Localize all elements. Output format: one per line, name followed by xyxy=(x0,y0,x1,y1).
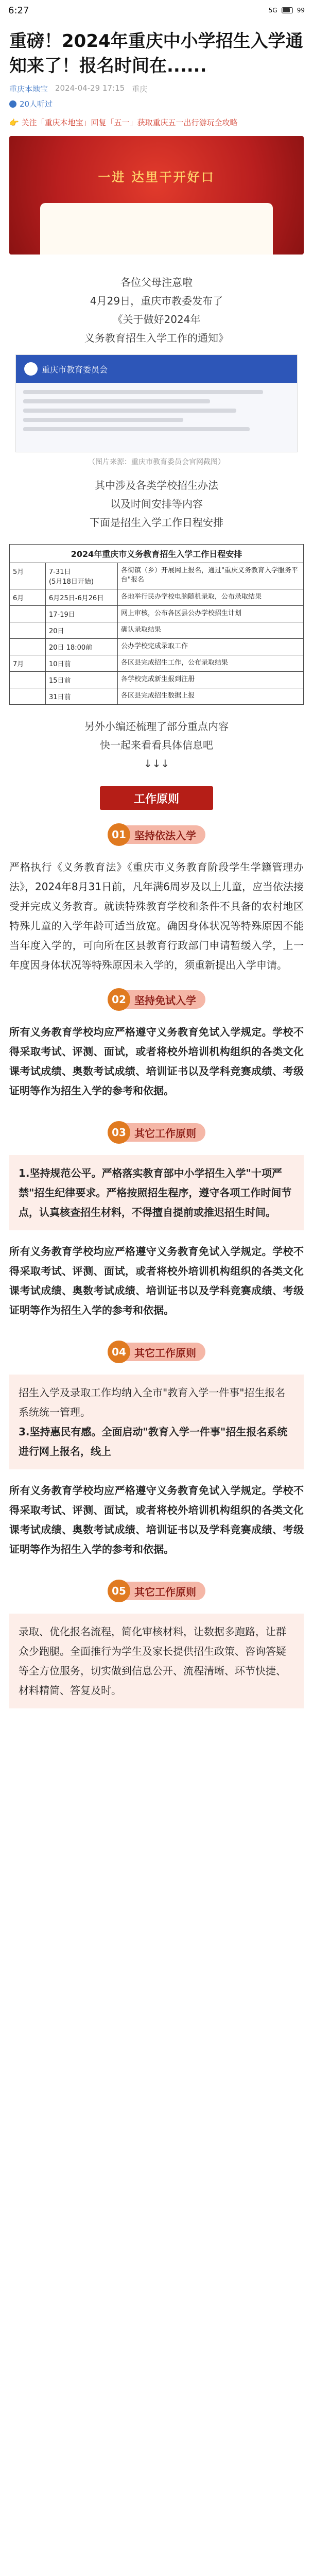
table-row xyxy=(10,563,303,589)
subsection-5-box xyxy=(9,1614,304,1708)
table-cell: 各学校完成新生报到注册 xyxy=(121,675,195,683)
schedule-title: 2024年重庆市义务教育招生入学工作日程安排 xyxy=(10,545,303,563)
subsection-1-header xyxy=(0,823,313,846)
table-row xyxy=(10,606,303,622)
subsection-1-text: 严格执行《义务教育法》《重庆市义务教育阶段学生学籍管理办法》，2024年8月31日前，凡年满6周岁及以上儿童，应当依法接受并完成义务教育。就读特殊教育学校和条件不具备的农村地区特殊儿童的入学年龄可适当放宽。确因身体状况等特殊原因不能当年度入学的，可向所在区县教育行政部门申请暂缓入学，上一年度因身体状况等特殊原因未入学的，须重新提出入学申请。 xyxy=(9,861,304,971)
notice-line: 另外小编还梳理了部分重点内容 xyxy=(84,720,229,733)
subsection-label: 坚持依法入学 xyxy=(121,825,205,844)
subsection-2-text: 所有义务教育学校均应严格遵守义务教育免试入学规定。学校不得采取考试、评测、面试，或者将校外培训机构组织的各类文化课考试成绩、奥数考试成绩、培训证书以及学科竞赛成绩、考级证明等作为招生入学的参考和依据。 xyxy=(9,1026,304,1097)
subsection-item: 招生入学及录取工作均纳入全市"教育入学一件事"招生报名系统统一管理。 xyxy=(19,1386,286,1418)
table-row xyxy=(10,639,303,655)
intro-line: 4月29日，重庆市教委发布了 xyxy=(90,295,223,307)
intro-line: 义务教育招生入学工作的通知》 xyxy=(84,332,229,344)
article-title: 重磅！2024年重庆中小学招生入学通知来了！报名时间在...... xyxy=(9,31,303,76)
table-cell xyxy=(10,606,46,622)
table-cell xyxy=(10,639,46,655)
subsection-3-box xyxy=(9,1155,304,1230)
table-cell: 网上审核，公布各区县公办学校招生计划 xyxy=(121,609,242,617)
subsection-4-text: 所有义务教育学校均应严格遵守义务教育免试入学规定。学校不得采取考试、评测、面试，或者将校外培训机构组织的各类文化课考试成绩、奥数考试成绩、培训证书以及学科竞赛成绩、考级证明等作为招生入学的参考和依据。 xyxy=(9,1484,304,1555)
intro-block xyxy=(0,255,313,347)
table-cell: 各街镇（乡）开展网上报名，通过"重庆义务教育入学服务平台"报名 xyxy=(121,567,298,584)
table-row xyxy=(10,655,303,672)
article-region: 重庆 xyxy=(132,84,148,94)
subsection-item: 3.坚持惠民有感。全面启动"教育入学一件事"招生报名系统进行网上报名，线上 xyxy=(19,1426,288,1458)
mid-line: 以及时间安排等内容 xyxy=(110,498,203,510)
headphone-icon xyxy=(9,100,16,108)
article-source[interactable]: 重庆本地宝 xyxy=(9,84,48,94)
subsection-5-header xyxy=(0,1580,313,1602)
table-cell: 7-31日 (5月18日开始) xyxy=(46,563,118,589)
shot-line xyxy=(23,418,183,422)
subsection-item: 录取、优化报名流程，简化审核材料，让数据多跑路，让群众少跑腿。全面推行为学生及家长提供招生政策、咨询答疑等全方位服务，切实做到信息公开、流程清晰、环节快捷、材料精简、答复及时。 xyxy=(19,1625,286,1697)
table-row xyxy=(10,688,303,704)
table-row xyxy=(10,589,303,606)
table-cell: 17-19日 xyxy=(46,606,118,622)
shot-line xyxy=(23,427,250,431)
table-cell: 20日 xyxy=(46,622,118,638)
table-cell: 各地举行民办学校电脑随机录取，公布录取结果 xyxy=(121,593,262,601)
table-cell: 各区县完成招生数据上报 xyxy=(121,692,195,700)
subsection-item: 1.坚持规范公平。严格落实教育部中小学招生入学"十项严禁"招生纪律要求。严格按照招生程序，遵守各项工作时间节点，认真核查招生材料，不得擅自提前或推迟招生时间。 xyxy=(19,1167,292,1218)
shot-lines xyxy=(16,383,297,444)
mid-line: 其中涉及各类学校招生办法 xyxy=(95,479,218,492)
arrow-icon: ↓↓↓ xyxy=(143,757,170,770)
mid-block xyxy=(0,467,313,532)
notice-block xyxy=(0,705,313,773)
table-cell xyxy=(10,672,46,688)
table-cell: 各区县完成招生工作，公布录取结果 xyxy=(121,659,229,667)
subsection-4-box xyxy=(9,1375,304,1469)
subsection-2-header xyxy=(0,988,313,1011)
banner-image xyxy=(9,136,304,255)
emblem-icon xyxy=(24,362,38,376)
subsection-3-header xyxy=(0,1121,313,1144)
mid-line: 下面是招生入学工作日程安排 xyxy=(90,516,223,529)
network-icon: 5G xyxy=(268,7,277,14)
status-bar xyxy=(0,0,313,21)
promo-text[interactable]: 👉 关注「重庆本地宝」回复「五一」获取重庆五一出行游玩全攻略 xyxy=(9,118,238,127)
shot-line xyxy=(23,399,210,403)
table-cell: 5月 xyxy=(10,563,46,589)
subsection-label: 其它工作原则 xyxy=(121,1123,205,1142)
battery-icon xyxy=(282,7,293,13)
article-meta xyxy=(0,78,313,94)
table-cell: 确认录取结果 xyxy=(121,626,162,634)
subsection-3-text: 所有义务教育学校均应严格遵守义务教育免试入学规定。学校不得采取考试、评测、面试，或者将校外培训机构组织的各类文化课考试成绩、奥数考试成绩、培训证书以及学科竞赛成绩、考级证明等作为招生入学的参考和依据。 xyxy=(9,1245,304,1316)
table-cell: 6月 xyxy=(10,589,46,605)
listen-count-text: 20人听过 xyxy=(20,99,53,109)
intro-line: 各位父母注意啦 xyxy=(120,276,193,289)
table-cell: 7月 xyxy=(10,655,46,671)
banner-card xyxy=(40,203,273,255)
screenshot-image xyxy=(15,354,298,452)
table-cell: 公办学校完成录取工作 xyxy=(121,642,188,650)
status-time: 6:27 xyxy=(8,5,29,16)
subsection-number: 02 xyxy=(108,988,130,1011)
article-date: 2024-04-29 17:15 xyxy=(55,83,125,93)
shot-line xyxy=(23,390,263,394)
subsection-number: 04 xyxy=(108,1341,130,1363)
table-row xyxy=(10,622,303,639)
table-cell: 15日前 xyxy=(46,672,118,688)
table-row xyxy=(10,672,303,688)
subsection-number: 01 xyxy=(108,823,130,846)
battery-level: 99 xyxy=(297,7,305,14)
subsection-label: 坚持免试入学 xyxy=(121,990,205,1009)
subsection-number: 05 xyxy=(108,1580,130,1602)
table-cell xyxy=(10,622,46,638)
subsection-number: 03 xyxy=(108,1121,130,1144)
table-cell: 20日 18:00前 xyxy=(46,639,118,655)
table-cell xyxy=(10,688,46,704)
subsection-label: 其它工作原则 xyxy=(121,1582,205,1600)
shot-header xyxy=(16,355,297,383)
section-banner: 工作原则 xyxy=(100,786,213,810)
shot-line xyxy=(23,409,236,413)
shot-header-title: 重庆市教育委员会 xyxy=(42,364,108,375)
banner-label: 一进 达里干开好口 xyxy=(98,170,215,184)
schedule-table xyxy=(9,544,304,705)
table-cell: 10日前 xyxy=(46,655,118,671)
subsection-label: 其它工作原则 xyxy=(121,1343,205,1361)
table-cell: 6月25日-6月26日 xyxy=(46,589,118,605)
table-cell: 31日前 xyxy=(46,688,118,704)
intro-line: 《关于做好2024年 xyxy=(112,313,201,326)
listen-count[interactable] xyxy=(0,94,313,109)
notice-line: 快一起来看看具体信息吧 xyxy=(100,739,213,751)
image-caption: （图片来源：重庆市教育委员会官网截图） xyxy=(88,458,225,466)
subsection-4-header xyxy=(0,1341,313,1363)
status-right xyxy=(269,7,305,14)
